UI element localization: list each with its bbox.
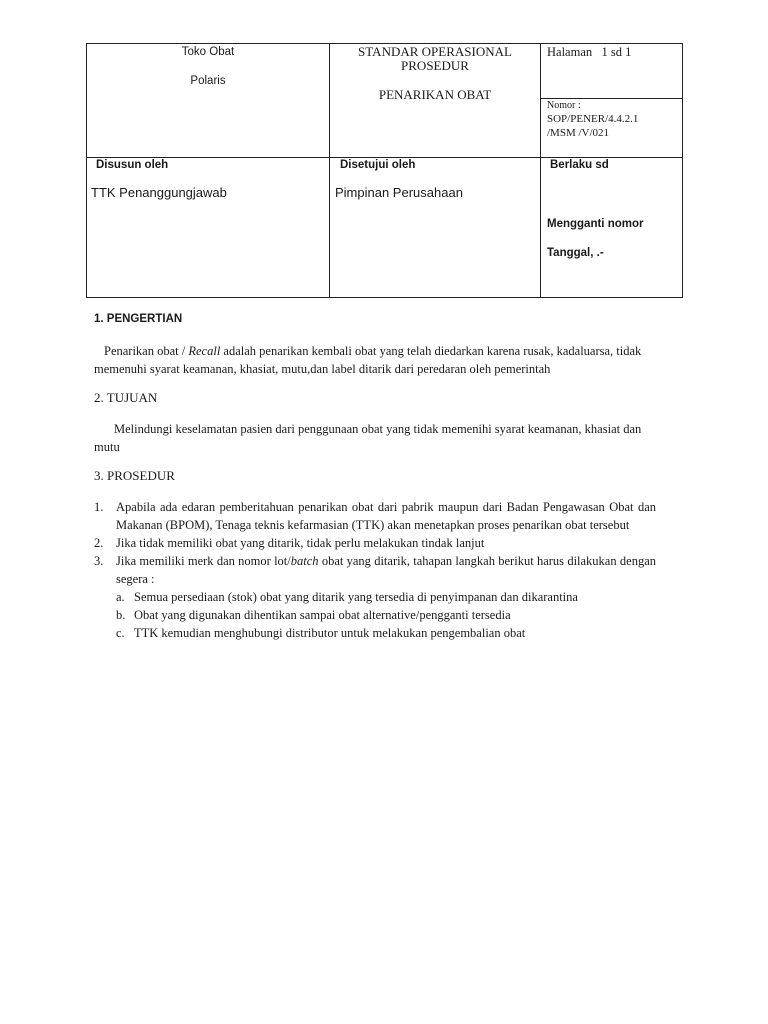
store-name-line2: Polaris (190, 75, 226, 87)
nomor-line1: SOP/PENER/4.4.2.1 (547, 113, 639, 125)
step-text-end: obat yang ditarik, tahapan langkah berikut harus dilakukan dengan segera : (116, 554, 656, 586)
date-label: Tanggal, .- (547, 247, 604, 259)
step-text-start: Jika memiliki merk dan nomor lot/ (116, 554, 291, 568)
procedure-substep (116, 588, 656, 606)
procedure-step (94, 534, 656, 552)
prepared-by-label: Disusun oleh (96, 159, 169, 171)
procedure-substeps-list (116, 588, 656, 642)
procedure-step (94, 498, 656, 534)
store-name-cell (87, 44, 330, 158)
title-line3: PENARIKAN OBAT (378, 87, 492, 102)
step-text: Apabila ada edaran pemberitahuan penarikan obat dari pabrik maupun dari Badan Pengawasan Obat dan Makanan (BPOM), Tenaga teknis kefarmasian (TTK) akan menetapkan proses penarikan obat tersebut (116, 500, 656, 532)
procedure-substep (116, 606, 656, 624)
document-number-cell (541, 99, 683, 158)
replace-number-label: Mengganti nomor (547, 218, 644, 230)
step-number: 1. (94, 500, 104, 514)
sop-body (94, 310, 656, 642)
sop-header-table (86, 43, 683, 298)
definition-text-end: adalah penarikan kembali obat yang telah diedarkan karena rusak, kadaluarsa, tidak memenuhi syarat keamanan, khasiat, mutu,dan label ditarik dari peredaran oleh pemerintah (94, 344, 642, 376)
section-definition-text (94, 342, 656, 378)
step-batch-term: batch (290, 554, 319, 568)
page-info: Halaman 1 sd 1 (547, 45, 632, 59)
definition-text-start: Penarikan obat / (104, 344, 189, 358)
procedure-substep (116, 624, 656, 642)
approved-by-label: Disetujui oleh (340, 159, 416, 171)
step-number: 2. (94, 536, 104, 550)
prepared-by-cell (87, 158, 330, 298)
title-line2: PROSEDUR (401, 58, 469, 73)
section-definition-title: 1. PENGERTIAN (94, 313, 183, 325)
approved-by-cell (330, 158, 541, 298)
document-title-cell (330, 44, 541, 158)
substep-text: TTK kemudian menghubungi distributor untuk melakukan pengembalian obat (134, 626, 526, 640)
definition-recall-term: Recall (188, 344, 221, 358)
section-purpose-text: Melindungi keselamatan pasien dari penggunaan obat yang tidak memenihi syarat keamanan, khasiat dan mutu (94, 422, 642, 454)
substep-text: Semua persediaan (stok) obat yang ditarik yang tersedia di penyimpanan dan dikarantina (134, 590, 578, 604)
substep-letter: c. (116, 626, 125, 640)
section-procedure-title: 3. PROSEDUR (94, 468, 175, 483)
substep-letter: a. (116, 590, 125, 604)
procedure-steps-list (94, 498, 656, 642)
store-name-line1: Toko Obat (181, 46, 235, 58)
section-purpose-title: 2. TUJUAN (94, 390, 158, 405)
step-text: Jika tidak memiliki obat yang ditarik, tidak perlu melakukan tindak lanjut (116, 536, 485, 550)
validity-cell (541, 158, 683, 298)
nomor-label: Nomor : (547, 100, 581, 111)
title-line1: STANDAR OPERASIONAL (358, 44, 512, 59)
substep-text: Obat yang digunakan dihentikan sampai obat alternative/pengganti tersedia (134, 608, 511, 622)
valid-until-label: Berlaku sd (550, 159, 609, 171)
approved-by-value: Pimpinan Perusahaan (335, 185, 463, 200)
page-info-cell (541, 44, 683, 99)
prepared-by-value: TTK Penanggungjawab (91, 185, 227, 200)
step-number: 3. (94, 554, 104, 568)
substep-letter: b. (116, 608, 126, 622)
nomor-line2: /MSM /V/021 (547, 127, 610, 139)
procedure-step (94, 552, 656, 642)
